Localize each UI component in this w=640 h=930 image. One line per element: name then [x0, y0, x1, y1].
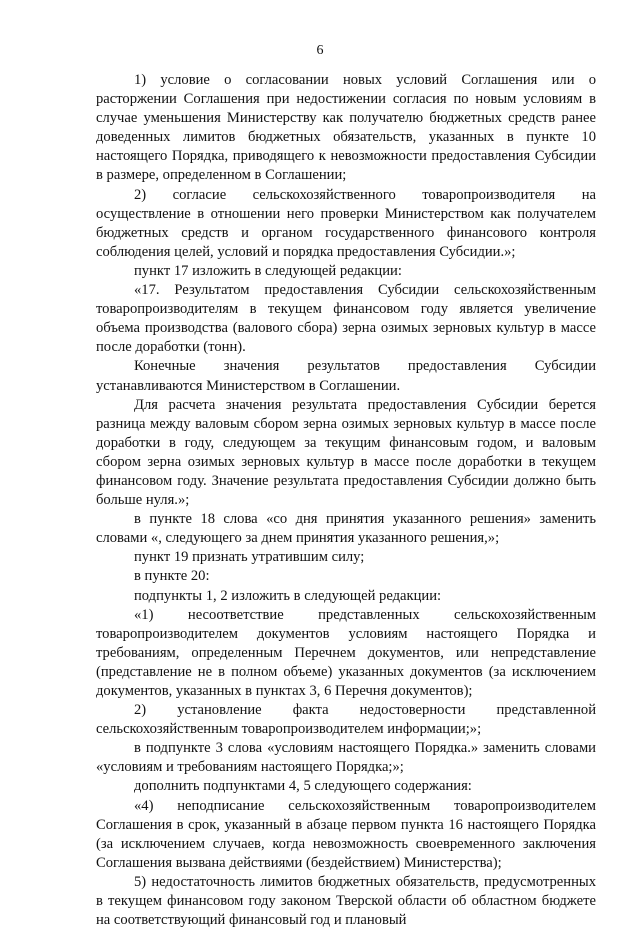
- document-body: [96, 71, 596, 930]
- paragraph-reason-1: «1) несоответствие представленных сельскохозяйственным товаропроизводителем документов условиям настоящего Порядка и требованиям, определенным Перечнем документов, или непредставление (представление не в полном объеме) указанных документов (за исключением документов, указанных в пунктах 3, 6 Перечня документов);: [96, 606, 596, 699]
- paragraph-reason-4: «4) неподписание сельскохозяйственным товаропроизводителем Соглашения в срок, указанный в абзаце первом пункта 16 настоящего Порядка (за исключением случаев, когда невозможность своевременного заключения Соглашения вызвана действиями (бездействием) Министерства);: [96, 797, 596, 871]
- paragraph-calculation: Для расчета значения результата предоставления Субсидии берется разница между валовым сбором зерна озимых зерновых культур в массе после доработки в году, следующем за текущим финансовым годом, и валовым сбором зерна озимых зерновых культур в массе после доработки в текущем финансовом году. Значение результата предоставления Субсидии должно быть больше нуля.»;: [96, 396, 596, 509]
- paragraph-point-17-intro: пункт 17 изложить в следующей редакции:: [134, 262, 402, 279]
- paragraph-subpoint-3: в подпункте 3 слова «условиям настоящего Порядка.» заменить словами «условиям и требованиям настоящего Порядка;»;: [96, 740, 596, 776]
- paragraph-final-values: Конечные значения результатов предоставления Субсидии устанавливаются Министерством в Соглашении.: [96, 358, 596, 394]
- paragraph-subclause-2: 2) согласие сельскохозяйственного товаропроизводителя на осуществление в отношении него проверки Министерством как получателем бюджетных средств и органом государственного финансового контроля соблюдения целей, условий и порядка предоставления Субсидии.»;: [96, 186, 596, 260]
- paragraph-reason-5: 5) недостаточность лимитов бюджетных обязательств, предусмотренных в текущем финансовом году законом Тверской области об областном бюджете на соответствующий финансовый год и плановый: [96, 873, 596, 929]
- paragraph-add-subpoints: дополнить подпунктами 4, 5 следующего содержания:: [134, 778, 472, 795]
- paragraph-point-19: пункт 19 признать утратившим силу;: [134, 549, 365, 566]
- paragraph-point-18: в пункте 18 слова «со дня принятия указанного решения» заменить словами «, следующего за днем принятия указанного решения,»;: [96, 511, 596, 547]
- paragraph-point-20-intro: подпункты 1, 2 изложить в следующей редакции:: [134, 587, 442, 604]
- page-number: 6: [316, 43, 324, 58]
- paragraph-subclause-1: 1) условие о согласовании новых условий Соглашения или о расторжении Соглашения при недостижении согласия по новым условиям в случае уменьшения Министерству как получателю бюджетных средств ранее доведенных лимитов бюджетных обязательств, указанных в пункте 10 настоящего Порядка, приводящего к невозможности предоставления Субсидии в размере, определенном в Соглашении;: [96, 72, 596, 184]
- paragraph-point-17: «17. Результатом предоставления Субсидии сельскохозяйственным товаропроизводителям в текущем финансовом году является увеличение объема производства (валового сбора) зерна озимых зерновых культур в массе после доработки (тонн).: [96, 282, 596, 356]
- paragraph-reason-2: 2) установление факта недостоверности представленной сельскохозяйственным товаропроизводителем информации;»;: [96, 702, 596, 738]
- paragraph-point-20: в пункте 20:: [134, 568, 210, 585]
